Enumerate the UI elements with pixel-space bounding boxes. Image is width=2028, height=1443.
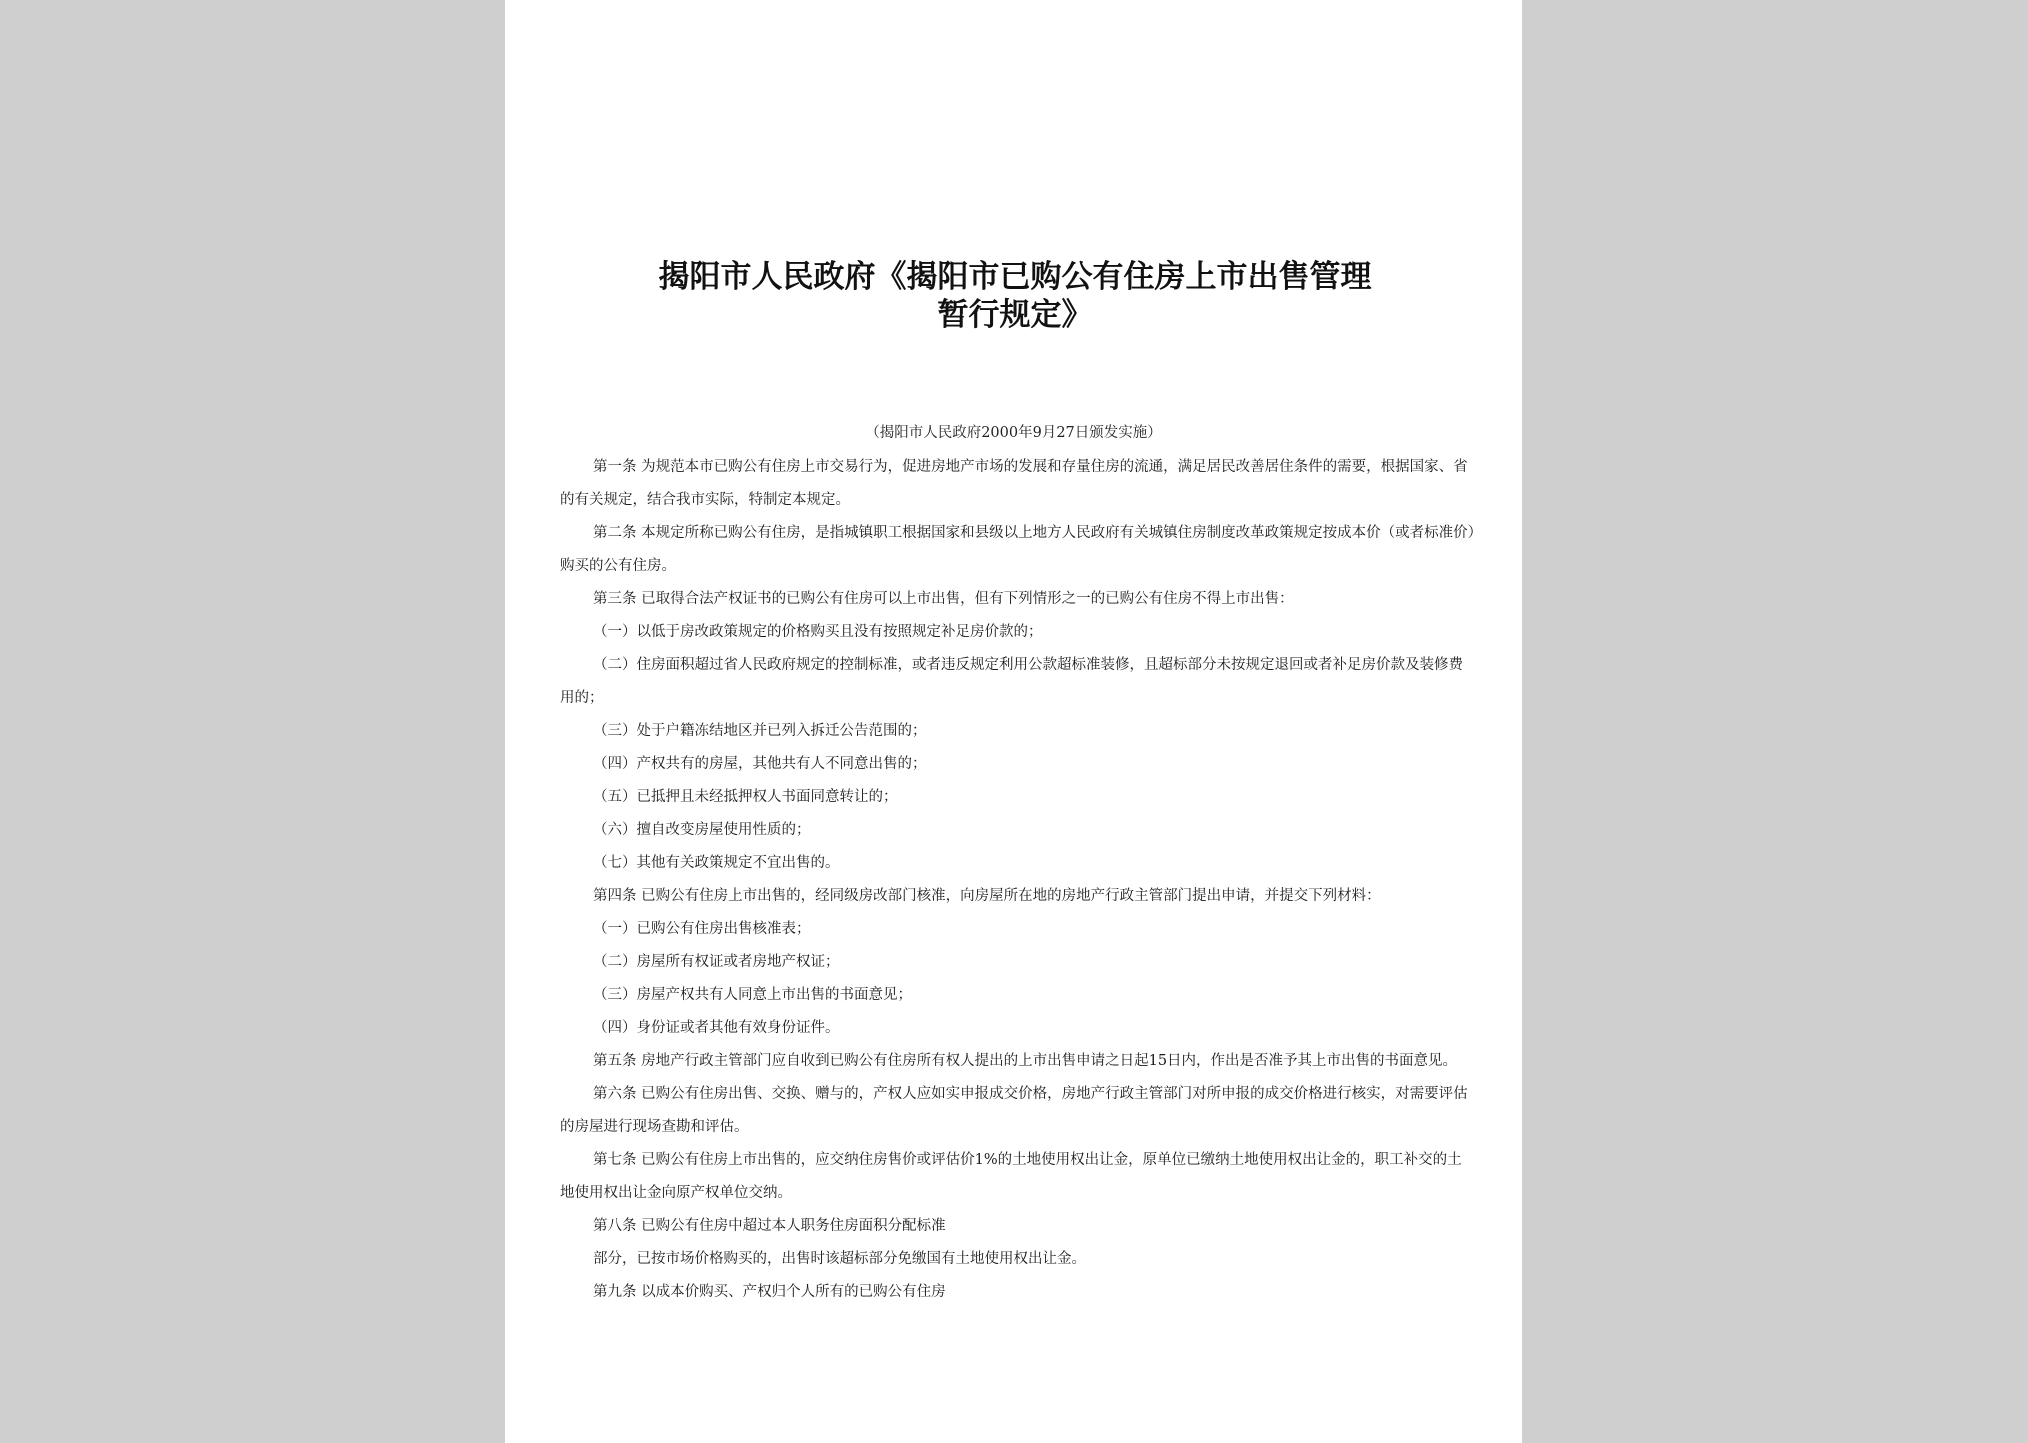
document-page	[505, 0, 1522, 1443]
paragraph: 第一条 为规范本市已购公有住房上市交易行为，促进房地产市场的发展和存量住房的流通，满足居民改善居住条件的需要，根据国家、省的有关规定，结合我市实际，特制定本规定。	[560, 459, 1468, 508]
paragraph: （五）已抵押且未经抵押权人书面同意转让的；	[593, 789, 898, 805]
paragraph: 第七条 已购公有住房上市出售的，应交纳住房售价或评估价1%的土地使用权出让金，原单位已缴纳土地使用权出让金的，职工补交的土地使用权出让金向原产权单位交纳。	[560, 1152, 1462, 1201]
title-line-2: 暂行规定》	[937, 297, 1093, 333]
paragraph: （二）房屋所有权证或者房地产权证；	[593, 954, 840, 970]
paragraph: 第八条 已购公有住房中超过本人职务住房面积分配标准	[593, 1218, 946, 1234]
paragraph: （二）住房面积超过省人民政府规定的控制标准，或者违反规定利用公款超标准装修，且超标部分未按规定退回或者补足房价款及装修费用的；	[560, 657, 1463, 706]
paragraph: 第四条 已购公有住房上市出售的，经同级房改部门核准，向房屋所在地的房地产行政主管部门提出申请，并提交下列材料：	[593, 888, 1381, 904]
paragraph: （四）产权共有的房屋，其他共有人不同意出售的；	[593, 756, 927, 772]
paragraph: （一）已购公有住房出售核准表；	[593, 921, 811, 937]
paragraph: （一）以低于房改政策规定的价格购买且没有按照规定补足房价款的；	[593, 624, 1043, 640]
document-body	[560, 451, 1475, 1309]
paragraph: 第六条 已购公有住房出售、交换、赠与的，产权人应如实申报成交价格，房地产行政主管部门对所申报的成交价格进行核实，对需要评估的房屋进行现场查勘和评估。	[560, 1086, 1468, 1135]
issue-note: （揭阳市人民政府2000年9月27日颁发实施）	[865, 425, 1162, 441]
paragraph: 部分，已按市场价格购买的，出售时该超标部分免缴国有土地使用权出让金。	[593, 1251, 1086, 1267]
paragraph: 第三条 已取得合法产权证书的已购公有住房可以上市出售，但有下列情形之一的已购公有住房不得上市出售：	[593, 591, 1294, 607]
paragraph: 第二条 本规定所称已购公有住房，是指城镇职工根据国家和县级以上地方人民政府有关城镇住房制度改革政策规定按成本价（或者标准价）购买的公有住房。	[560, 525, 1475, 574]
paragraph: （六）擅自改变房屋使用性质的；	[593, 822, 811, 838]
document-title	[600, 258, 1430, 334]
title-line-1: 揭阳市人民政府《揭阳市已购公有住房上市出售管理	[658, 259, 1372, 295]
paragraph: （三）房屋产权共有人同意上市出售的书面意见；	[593, 987, 912, 1003]
paragraph: 第五条 房地产行政主管部门应自收到已购公有住房所有权人提出的上市出售申请之日起15日内，作出是否准予其上市出售的书面意见。	[593, 1053, 1458, 1069]
paragraph: 第九条 以成本价购买、产权归个人所有的已购公有住房	[593, 1284, 946, 1300]
paragraph: （三）处于户籍冻结地区并已列入拆迁公告范围的；	[593, 723, 927, 739]
paragraph: （七）其他有关政策规定不宜出售的。	[593, 855, 840, 871]
paragraph: （四）身份证或者其他有效身份证件。	[593, 1020, 840, 1036]
